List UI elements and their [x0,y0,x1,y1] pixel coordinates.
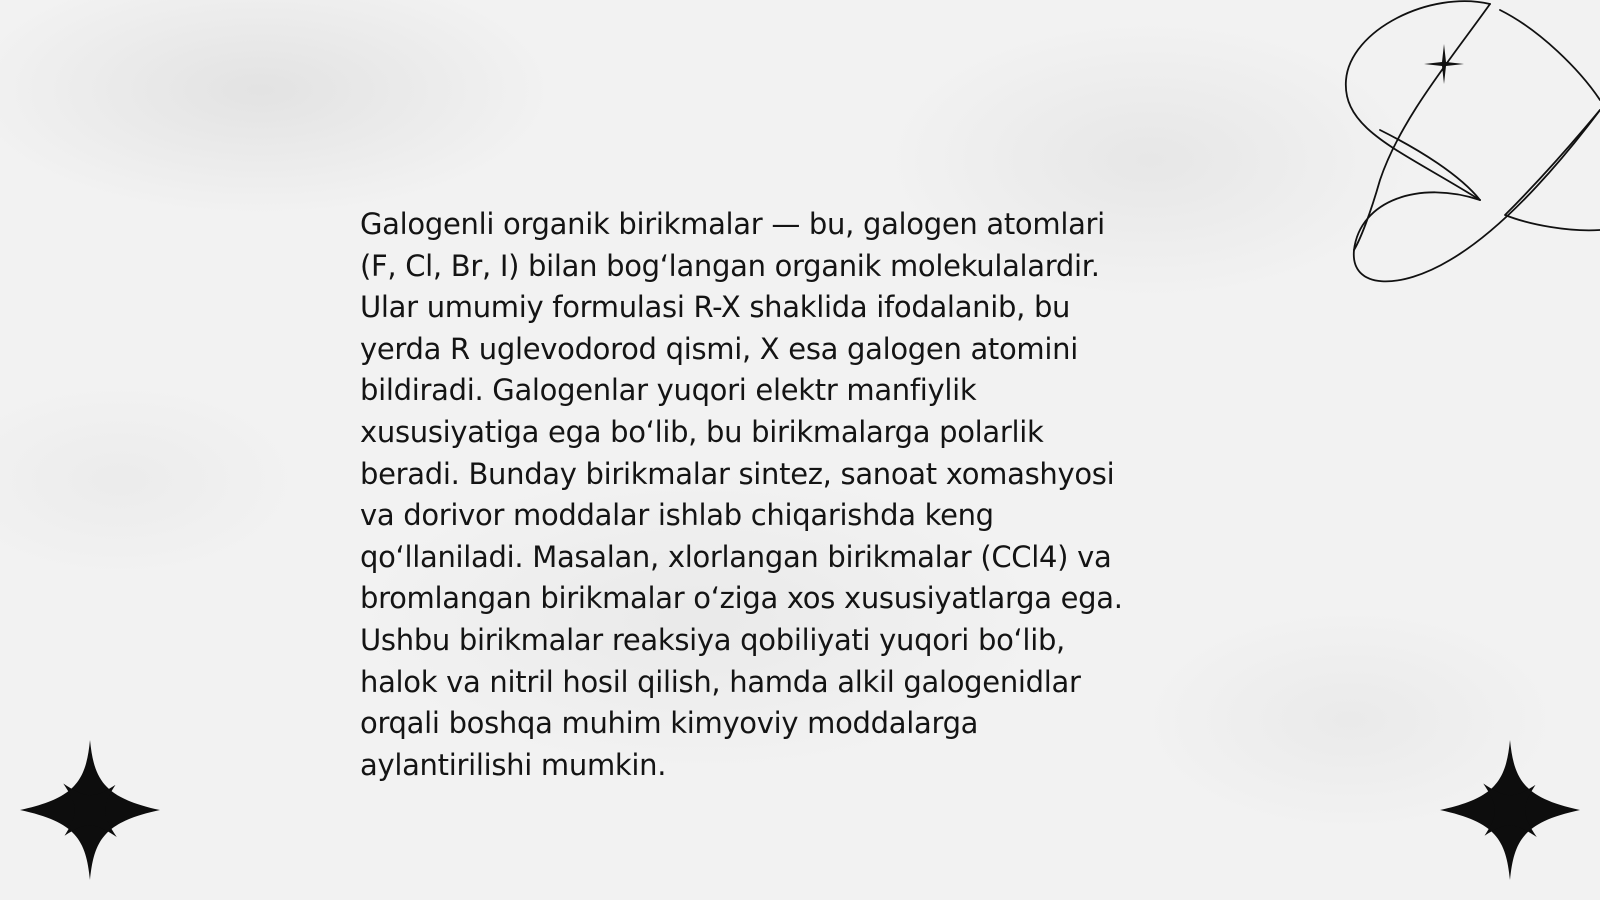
paragraph-line: bildiradi. Galogenlar yuqori elektr manfiylik [360,373,977,408]
four-point-star-icon [20,740,160,880]
paragraph-line: (F, Cl, Br, I) bilan bog‘langan organik molekulalardir. [360,248,1100,283]
paragraph-line: bromlangan birikmalar o‘ziga xos xususiyatlarga ega. [360,581,1123,616]
paragraph-line: halok va nitril hosil qilish, hamda alkil galogenidlar [360,664,1081,699]
paragraph-line: orqali boshqa muhim kimyoviy moddalarga [360,706,979,741]
paragraph-line: beradi. Bunday birikmalar sintez, sanoat xomashyosi [360,456,1115,491]
paragraph-line: xususiyatiga ega bo‘lib, bu birikmalarga polarlik [360,414,1044,449]
four-point-star-icon [1440,740,1580,880]
small-sparkle-icon [1424,44,1464,84]
paragraph-line: Galogenli organik birikmalar — bu, galogen atomlari [360,207,1105,241]
orbit-lines-icon [1340,0,1600,290]
body-paragraph [360,204,1240,786]
paragraph-line: va dorivor moddalar ishlab chiqarishda keng [360,498,994,533]
paragraph-line: Ular umumiy formulasi R-X shaklida ifodalanib, bu [360,290,1071,325]
paragraph-line: aylantirilishi mumkin. [360,747,667,782]
paragraph-line: Ushbu birikmalar reaksiya qobiliyati yuqori bo‘lib, [360,622,1065,657]
paragraph-line: yerda R uglevodorod qismi, X esa galogen atomini [360,331,1078,366]
paragraph-line: qo‘llaniladi. Masalan, xlorlangan birikmalar (CCl4) va [360,539,1112,574]
